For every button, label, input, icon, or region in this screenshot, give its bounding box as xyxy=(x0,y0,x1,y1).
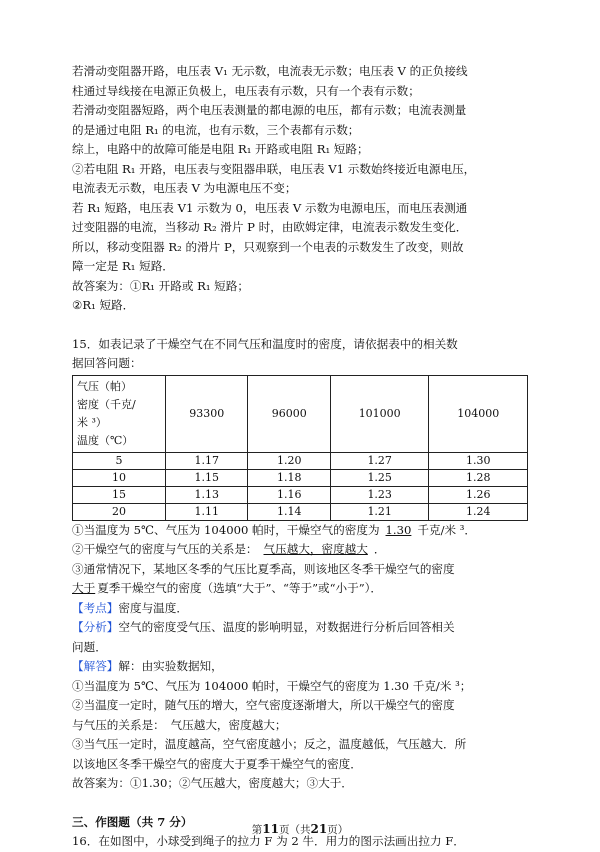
table-row xyxy=(73,503,528,520)
section-title: 三、作图题（共 7 分） xyxy=(72,814,193,829)
jieda-line: 【解答】解：由实验数据知， xyxy=(72,659,223,673)
density-cell: 1.23 xyxy=(330,486,429,503)
q15-sub-1: ①当温度为 5℃、气压为 104000 帕时，干燥空气的密度为 1.30 千克/米 ³． xyxy=(72,522,476,537)
table-row xyxy=(73,486,528,503)
pressure-header: 96000 xyxy=(248,375,330,452)
text-line: ②R₁ 短路． xyxy=(72,298,135,312)
text-line: 电流表无示数，电压表 V 为电源电压不变； xyxy=(72,181,297,195)
temp-cell: 5 xyxy=(73,452,166,469)
table-row xyxy=(73,469,528,486)
kaodian-tag: 【考点】 xyxy=(72,600,119,615)
text-line: 与气压的关系是： 气压越大，密度越大； xyxy=(72,717,287,732)
density-cell: 1.17 xyxy=(166,452,248,469)
solution-block xyxy=(72,677,528,794)
q15-sub-2: ②干燥空气的密度与气压的关系是： 气压越大，密度越大 ． xyxy=(72,542,386,556)
previous-answer-block xyxy=(72,62,528,316)
text-line: 若滑动变阻器短路，两个电压表测量的都电源的电压，都有示数；电流表测量 xyxy=(72,103,467,117)
table-row xyxy=(73,452,528,469)
text-line: 综上，电路中的故障可能是电阻 R₁ 开路或电阻 R₁ 短路； xyxy=(72,142,369,156)
q16-text: 16．在如图中，小球受到绳子的拉力 F 为 2 牛．用力的图示法画出拉力 F． xyxy=(72,834,465,848)
density-cell: 1.14 xyxy=(248,503,330,520)
density-cell: 1.11 xyxy=(166,503,248,520)
text-line: 故答案为：①R₁ 开路或 R₁ 短路； xyxy=(72,278,249,293)
text-line: ②若电阻 R₁ 开路，电压表与变阻器串联，电压表 V1 示数始终接近电源电压， xyxy=(72,161,476,176)
table-header-cell: 气压（帕） 密度（千克/ 米 ³） 温度（℃） xyxy=(73,375,166,452)
text-line: 障一定是 R₁ 短路． xyxy=(72,259,174,273)
q15-sub-3-cont: 大于 夏季干燥空气的密度（选填“大于”、“等于”或“小于”）． xyxy=(72,581,383,595)
fenxi-tag: 【分析】 xyxy=(72,620,119,634)
text-line: 以该地区冬季干燥空气的密度大于夏季干燥空气的密度． xyxy=(72,756,362,771)
text-line: 若 R₁ 短路，电压表 V1 示数为 0，电压表 V 示数为电源电压，而电压表测通 xyxy=(72,200,468,215)
temp-cell: 15 xyxy=(73,486,166,503)
pressure-header: 104000 xyxy=(429,375,528,452)
density-cell: 1.20 xyxy=(248,452,330,469)
fenxi-line: 【分析】空气的密度受气压、温度的影响明显，对数据进行分析后回答相关 xyxy=(72,620,455,634)
text-line: 所以，移动变阻器 R₂ 的滑片 P，只观察到一个电表的示数发生了改变，则故 xyxy=(72,239,464,254)
page-footer: 第11页（共21页） xyxy=(251,822,349,836)
density-cell: 1.28 xyxy=(429,469,528,486)
text-line: 的是通过电阻 R₁ 的电流，也有示数，三个表都有示数； xyxy=(72,122,360,137)
pressure-header: 93300 xyxy=(166,375,248,452)
density-cell: 1.13 xyxy=(166,486,248,503)
density-cell: 1.30 xyxy=(429,452,528,469)
density-cell: 1.21 xyxy=(330,503,429,520)
jieda-tag: 【解答】 xyxy=(72,659,119,673)
text-line: ②当温度一定时，随气压的增大，空气密度逐渐增大，所以干燥空气的密度 xyxy=(72,698,455,712)
answer-blank: 气压越大，密度越大 xyxy=(263,542,368,556)
q15-stem-line-1: 15．如表记录了干燥空气在不同气压和温度时的密度，请依据表中的相关数 xyxy=(72,336,458,351)
kaodian-line: 【考点】密度与温度． xyxy=(72,600,188,615)
text-line: 过变阻器的电流，当移动 R₂ 滑片 P 时，由欧姆定律，电流表示数发生变化． xyxy=(72,220,468,234)
answer-blank: 大于 xyxy=(72,581,96,595)
density-cell: 1.24 xyxy=(429,503,528,520)
density-cell: 1.15 xyxy=(166,469,248,486)
temp-cell: 10 xyxy=(73,469,166,486)
text-line: 柱通过导线接在电源正负极上，电压表有示数，只有一个表有示数； xyxy=(72,83,420,98)
q15-stem-line-2: 据回答问题： xyxy=(72,356,142,370)
q15-sub-3: ③通常情况下，某地区冬季的气压比夏季高，则该地区冬季干燥空气的密度 xyxy=(72,561,455,576)
density-cell: 1.18 xyxy=(248,469,330,486)
density-cell: 1.26 xyxy=(429,486,528,503)
answer-blank: 1.30 xyxy=(385,522,412,537)
text-line: ③当气压一定时，温度越高，空气密度越小；反之，温度越低，气压越大．所 xyxy=(72,737,467,751)
fenxi-line-2: 问题． xyxy=(72,639,107,654)
temp-cell: 20 xyxy=(73,503,166,520)
density-table xyxy=(72,375,528,521)
page-content xyxy=(72,62,528,852)
pressure-header: 101000 xyxy=(330,375,429,452)
text-line: 故答案为：①1.30；②气压越大，密度越大；③大于． xyxy=(72,776,353,790)
density-cell: 1.27 xyxy=(330,452,429,469)
text-line: ①当温度为 5℃、气压为 104000 帕时，干燥空气的密度为 1.30 千克/米 ³； xyxy=(72,678,472,693)
density-cell: 1.16 xyxy=(248,486,330,503)
text-line: 若滑动变阻器开路，电压表 V₁ 无示数，电流表无示数；电压表 V 的正负接线 xyxy=(72,64,468,78)
density-cell: 1.25 xyxy=(330,469,429,486)
